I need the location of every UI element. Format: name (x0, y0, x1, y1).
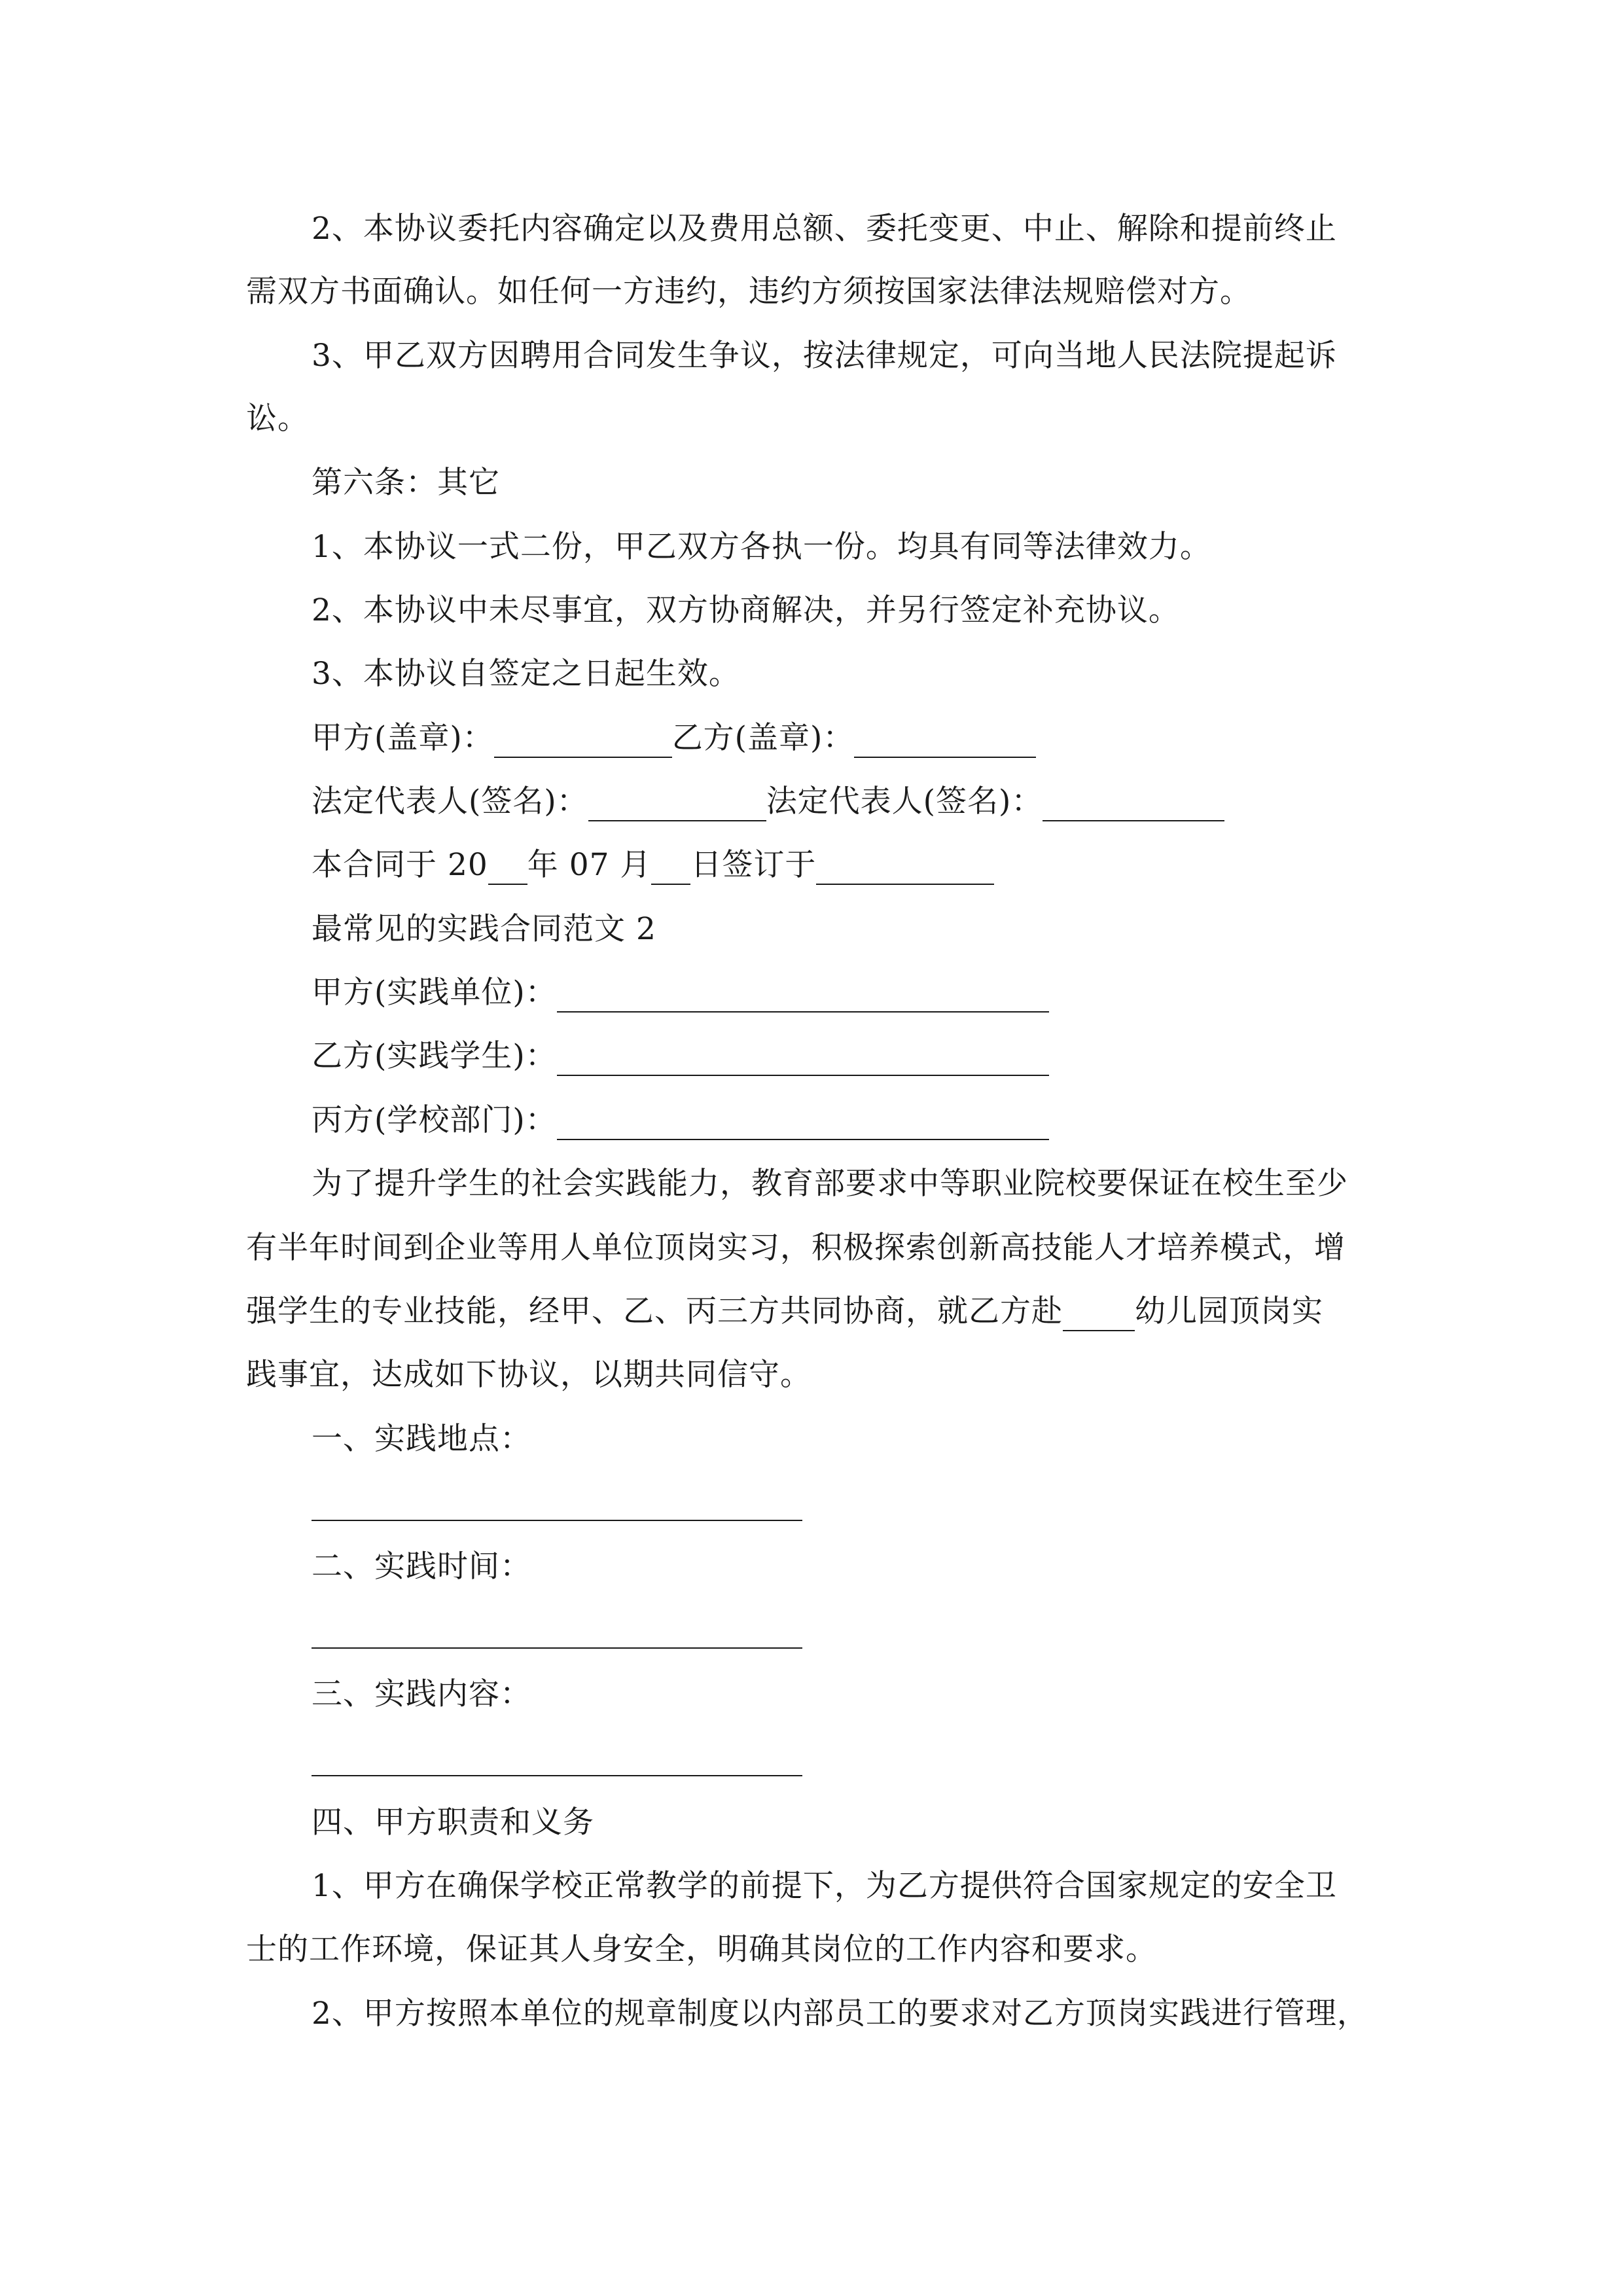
place-blank[interactable] (816, 851, 994, 885)
clause5-item2-line1: 2、本协议委托内容确定以及费用总额、委托变更、中止、解除和提前终止 (312, 211, 1337, 247)
duty1-line2: 士的工作环境，保证其人身安全，明确其岗位的工作内容和要求。 (246, 1931, 1157, 1967)
party-b-line (312, 1037, 1049, 1076)
section1-blank[interactable] (312, 1520, 802, 1521)
contract2-title: 最常见的实践合同范文 2 (312, 911, 656, 947)
party-a-seal-label: 甲方(盖章)： (312, 720, 494, 756)
clause5-item3-line2: 讼。 (246, 401, 309, 437)
party-a-line (312, 973, 1049, 1013)
intro-line3-a: 强学生的专业技能，经甲、乙、丙三方共同协商，就乙方赴 (246, 1293, 1063, 1329)
clause6-item1: 1、本协议一式二份，甲乙双方各执一份。均具有同等法律效力。 (312, 529, 1211, 565)
intro-line4: 践事宜，达成如下协议，以期共同信守。 (246, 1357, 812, 1393)
party-a-label: 甲方(实践单位)： (312, 975, 557, 1011)
party-b-blank[interactable] (557, 1042, 1049, 1076)
section4-heading: 四、甲方职责和义务 (312, 1804, 594, 1840)
intro-line3-b: 幼儿园顶岗实 (1135, 1293, 1323, 1329)
duty2-line1: 2、甲方按照本单位的规章制度以内部员工的要求对乙方顶岗实践进行管理， (312, 1996, 1368, 2032)
legal-rep-a-blank[interactable] (588, 787, 766, 821)
signing-date-line (312, 846, 994, 885)
clause6-item3: 3、本协议自签定之日起生效。 (312, 656, 740, 692)
day-blank[interactable] (651, 851, 690, 885)
legal-rep-line (312, 782, 1224, 821)
clause5-item3-line1: 3、甲乙双方因聘用合同发生争议，按法律规定，可向当地人民法院提起诉 (312, 338, 1337, 374)
party-b-seal-label: 乙方(盖章)： (671, 720, 855, 756)
date-prefix: 本合同于 20 (312, 847, 488, 883)
party-c-blank[interactable] (557, 1106, 1049, 1140)
section1-heading: 一、实践地点： (312, 1421, 531, 1457)
section2-blank[interactable] (312, 1647, 802, 1649)
clause6-title: 第六条：其它 (312, 465, 500, 501)
clause5-item2-line2: 需双方书面确认。如任何一方违约，违约方须按国家法律法规赔偿对方。 (246, 274, 1251, 310)
year-blank[interactable] (488, 851, 527, 885)
intro-line3 (246, 1292, 1323, 1331)
party-c-label: 丙方(学校部门)： (312, 1102, 557, 1138)
seal-line (312, 719, 1036, 758)
legal-rep-a-label: 法定代表人(签名)： (312, 783, 588, 819)
section2-heading: 二、实践时间： (312, 1549, 531, 1585)
date-place: 日签订于 (690, 847, 817, 883)
section3-heading: 三、实践内容： (312, 1676, 531, 1712)
clause6-item2: 2、本协议中未尽事宜，双方协商解决，并另行签定补充协议。 (312, 592, 1180, 628)
date-month: 年 07 月 (527, 847, 652, 883)
legal-rep-b-label: 法定代表人(签名)： (766, 783, 1043, 819)
party-a-blank[interactable] (557, 978, 1049, 1013)
kindergarten-blank[interactable] (1063, 1297, 1135, 1331)
duty1-line1: 1、甲方在确保学校正常教学的前提下，为乙方提供符合国家规定的安全卫 (312, 1868, 1337, 1904)
party-b-seal-blank[interactable] (854, 724, 1036, 758)
party-a-seal-blank[interactable] (494, 724, 672, 758)
legal-rep-b-blank[interactable] (1043, 787, 1224, 821)
intro-line1: 为了提升学生的社会实践能力，教育部要求中等职业院校要保证在校生至少 (312, 1166, 1348, 1202)
section3-blank[interactable] (312, 1775, 802, 1776)
intro-line2: 有半年时间到企业等用人单位顶岗实习，积极探索创新高技能人才培养模式，增 (246, 1230, 1346, 1266)
party-b-label: 乙方(实践学生)： (312, 1038, 557, 1074)
party-c-line (312, 1101, 1049, 1140)
